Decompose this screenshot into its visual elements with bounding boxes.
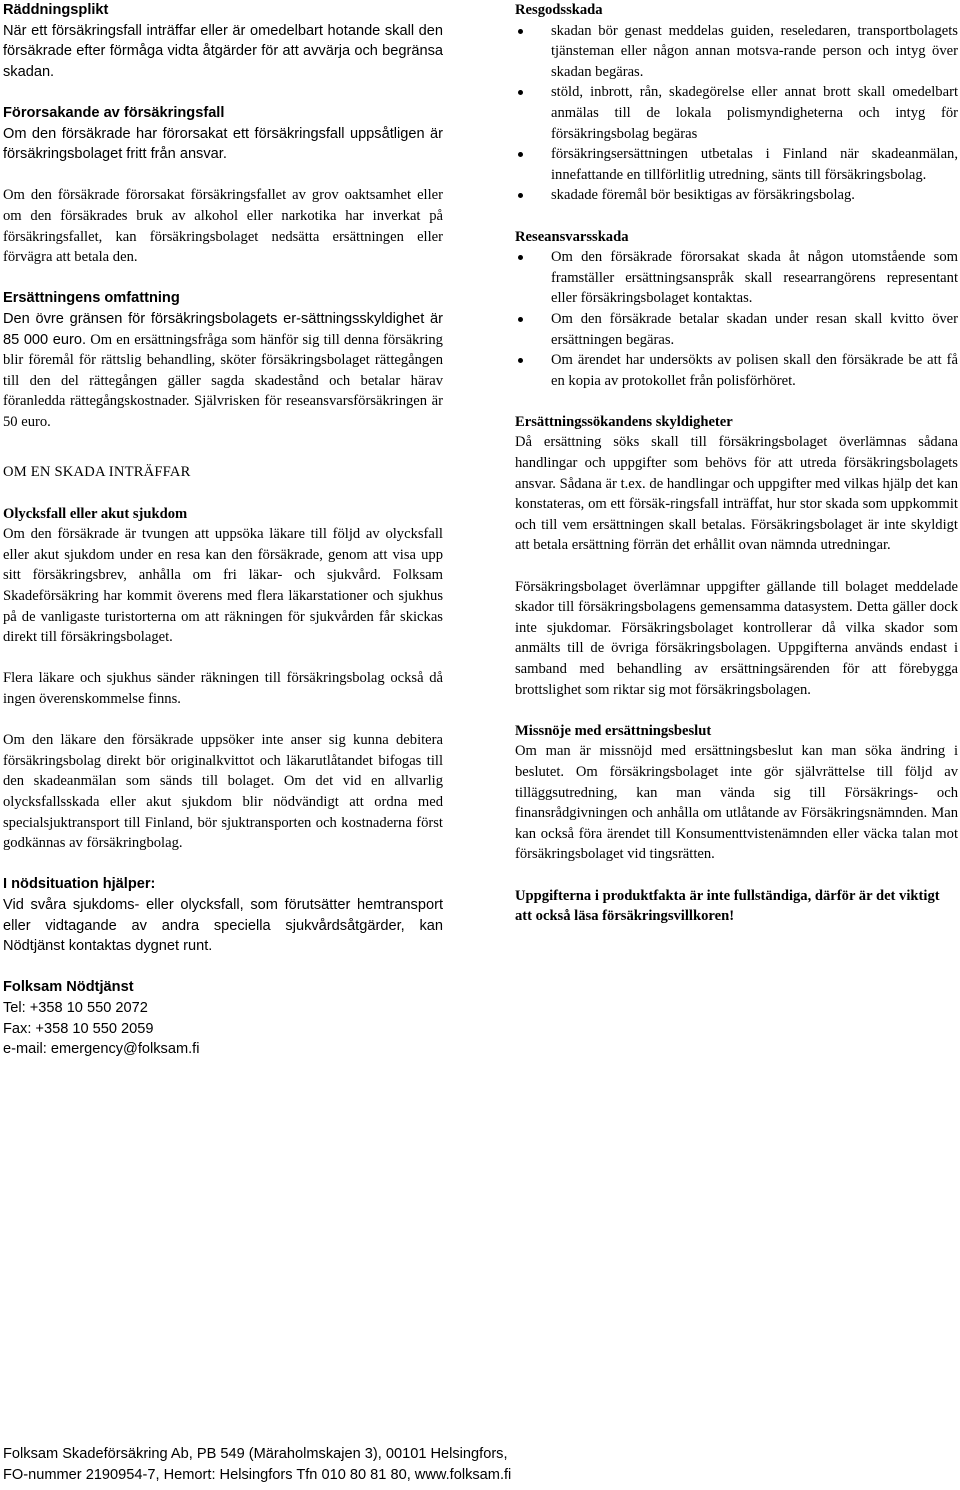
- bullet-icon: [518, 193, 523, 198]
- heading-reseansvar: Reseansvarsskada: [515, 228, 629, 245]
- heading-nodsituation: I nödsituation hjälper:: [3, 876, 156, 893]
- text-fororsakande-2: Om den försäkrade förorsakat försäkringsfallet av grov oaktsamhet eller om den försäkrades bruk av alkohol eller narkotika har inverkat på försäkringsfallet, kan försäkringsbolaget nedsätta ersättningen eller förvägra att betala den.: [3, 187, 443, 266]
- list-item-text: Om den försäkrade förorsakat skada åt någon utomstående som framställer ersättningsanspråk skall researrangörens representant eller försäkringsbolaget kontaktas.: [551, 249, 958, 307]
- list-item-text: stöld, inbrott, rån, skadegörelse eller annat brott skall omedelbart anmälas till de lokala polismyndigheterna och intyg för försäkringsbolag begäras: [551, 84, 958, 142]
- section-raddningsplikt: [3, 0, 443, 82]
- section-reseansvar: [515, 227, 958, 392]
- section-contact: [3, 977, 443, 1059]
- bullet-icon: [518, 152, 523, 157]
- list-item: [515, 21, 958, 83]
- heading-raddningsplikt: Räddningsplikt: [3, 2, 109, 18]
- heading-omfattning: Ersättningens omfattning: [3, 290, 180, 307]
- footer-line-1: Folksam Skadeförsäkring Ab, PB 549 (Märaholmskajen 3), 00101 Helsingfors,: [3, 1446, 508, 1462]
- list-item: [515, 185, 958, 206]
- heading-sokande: Ersättningssökandens skyldigheter: [515, 413, 733, 430]
- left-column: [3, 0, 443, 1060]
- heading-fororsakande: Förorsakande av försäkringsfall: [3, 104, 225, 121]
- bullet-icon: [518, 255, 523, 260]
- list-item: [515, 247, 958, 309]
- contact-tel: Tel: +358 10 550 2072: [3, 999, 148, 1016]
- text-omfattning: [3, 309, 443, 433]
- section-omfattning: [3, 288, 443, 432]
- list-reseansvar: [515, 247, 958, 391]
- heading-contact: Folksam Nödtjänst: [3, 979, 134, 996]
- contact-email: e-mail: emergency@folksam.fi: [3, 1041, 200, 1058]
- list-item: [515, 144, 958, 185]
- text-raddningsplikt: När ett försäkringsfall inträffar eller är omedelbart hotande skall den försäkrade efter förmåga vidta åtgärder för att avvärja och begränsa skadan.: [3, 22, 443, 80]
- text-olycksfall-3: Om den läkare den försäkrade uppsöker inte anser sig kunna debitera försäkringsbolag direkt bör originalkvittot och läkarutlåtandet bifogas till den skadeanmälan som sänds till bolaget. Om det vid en allvarlig olycksfallsskada eller akut sjukdom blir nödvändigt att ordna med specialsjuktransport till Finland, bör sjuktransporten och kostnaderna först godkännas av försäkringbolag.: [3, 732, 443, 852]
- notice-text: Uppgifterna i produktfakta är inte fullständiga, därför är det viktigt att också läsa försäkringsvillkoren!: [515, 887, 940, 925]
- text-olycksfall-2: Flera läkare och sjukhus sänder räkningen till försäkringsbolag också då ingen överenskommelse finns.: [3, 670, 443, 707]
- heading-resgods: Resgodsskada: [515, 2, 603, 18]
- list-item-text: Om ärendet har undersökts av polisen skall den försäkrade be att få en kopia av protokollet från polisförhöret.: [551, 352, 958, 389]
- section-sokande: [515, 412, 958, 700]
- text-sokande-1: Då ersättning söks skall till försäkringsbolaget överlämnas sådana handlingar och uppgifter som behövs för att utreda försäkringsbolagets ansvar. Sådana är t.ex. de handlingar och uppgifter med vilkas hjälp det kan konstateras, om ett försäk-ringsfall inträffat, hur stor skada som uppkommit och till vem ersättningen skall betalas. Försäkringsbolaget är inte skyldigt att betala ersättning förrän det erhållit ovan nämnda utredningar.: [515, 434, 958, 554]
- list-item-text: försäkringsersättningen utbetalas i Finland när skadeanmälan, innefattande en tillförlitlig utredning, sänts till försäkringsbolag.: [551, 146, 958, 183]
- section-fororsakande: [3, 103, 443, 268]
- list-item: [515, 309, 958, 350]
- list-item-text: Om den försäkrade betalar skadan under resan skall kvitto över ersättningen begäras.: [551, 310, 958, 348]
- list-resgods: [515, 21, 958, 206]
- contact-fax: Fax: +358 10 550 2059: [3, 1020, 154, 1037]
- list-item: [515, 350, 958, 391]
- text-sokande-2: Försäkringsbolaget överlämnar uppgifter gällande till bolaget meddelade skador till försäkringsbolagens gemensamma datasystem. Detta gäller dock inte sjukdomar. Försäkringsbolaget kontrollerar då vilka skador som anmälts till de övriga försäkringsbolagen. Uppgifterna används endast i samband med behandling av ersättningsärenden för att förebygga brottslighet som riktar sig mot försäkringsbolagen.: [515, 578, 958, 698]
- text-olycksfall-1: Om den försäkrade är tvungen att uppsöka läkare till följd av olycksfall eller akut sjukdom under en resa kan den försäkrade, genom att visa upp sitt försäkringsbrev, anhålla om fri läkar- och sjukvård. Folksam Skadeförsäkring har kommit överens med flera läkarstationer och sjukhus på de vanligaste turistorterna om att räkningen för sjukvården får skickas direkt till försäkringsbolaget.: [3, 526, 443, 646]
- section-resgods: [515, 0, 958, 206]
- bullet-icon: [518, 358, 523, 363]
- section-olycksfall: [3, 504, 443, 854]
- text-nodsituation: Vid svåra sjukdoms- eller olycksfall, som förutsätter hemtransport eller vidtagande av andra speciella sjukvårdsåtgärder, kan Nödtjänst kontaktas dygnet runt.: [3, 896, 443, 955]
- section-missnoje: [515, 721, 958, 865]
- heading-olycksfall: Olycksfall eller akut sjukdom: [3, 505, 188, 522]
- bullet-icon: [518, 29, 523, 34]
- heading-missnoje: Missnöje med ersättningsbeslut: [515, 722, 712, 739]
- list-item: [515, 82, 958, 144]
- text-fororsakande-1: Om den försäkrade har förorsakat ett försäkringsfall uppsåtligen är försäkringsbolaget fritt från ansvar.: [3, 125, 443, 163]
- bullet-icon: [518, 317, 523, 322]
- page-footer: [3, 1444, 953, 1486]
- text-omfattning-rest: Om en ersättningsfråga som hänför sig till denna försäkring blir föremål för rättslig behandling, sköter försäkringsbolaget rättegången till den del rättegången gäller sagda skadestånd och betalar härav föranledda rättegångskostnader. Självrisken för reseansvarsförsäkringen är 50 euro.: [3, 331, 443, 430]
- footer-line-2: FO-nummer 2190954-7, Hemort: Helsingfors Tfn 010 80 81 80, www.folksam.fi: [3, 1467, 512, 1483]
- list-item-text: skadade föremål bör besiktigas av försäkringsbolag.: [551, 187, 855, 204]
- bullet-icon: [518, 90, 523, 95]
- list-item-text: skadan bör genast meddelas guiden, reseledaren, transportbolagets tjänsteman eller någon annan motsva-rande person och intyg över skadan begäras.: [551, 22, 958, 80]
- text-omfattning-limit: Den övre gränsen för försäkringsbolagets er-sättningsskyldighet är 85 000 euro.: [3, 310, 443, 348]
- heading-om-en-skada: OM EN SKADA INTRÄFFAR: [3, 464, 191, 481]
- text-missnoje: Om man är missnöjd med ersättningsbeslut kan man söka ändring i beslutet. Om försäkringsbolaget inte gör självrättelse till följd av tilläggsutredning, kan man vända sig till Försäkrings- och finansrådgivningen och anhålla om utlåtande av Försäkringsnämnden. Man kan också föra ärendet till Konsumenttvistenämnden eller väcka talan mot försäkringsbolaget vid tingsrätten.: [515, 743, 958, 863]
- section-nodsituation: [3, 874, 443, 956]
- right-column: [515, 0, 958, 927]
